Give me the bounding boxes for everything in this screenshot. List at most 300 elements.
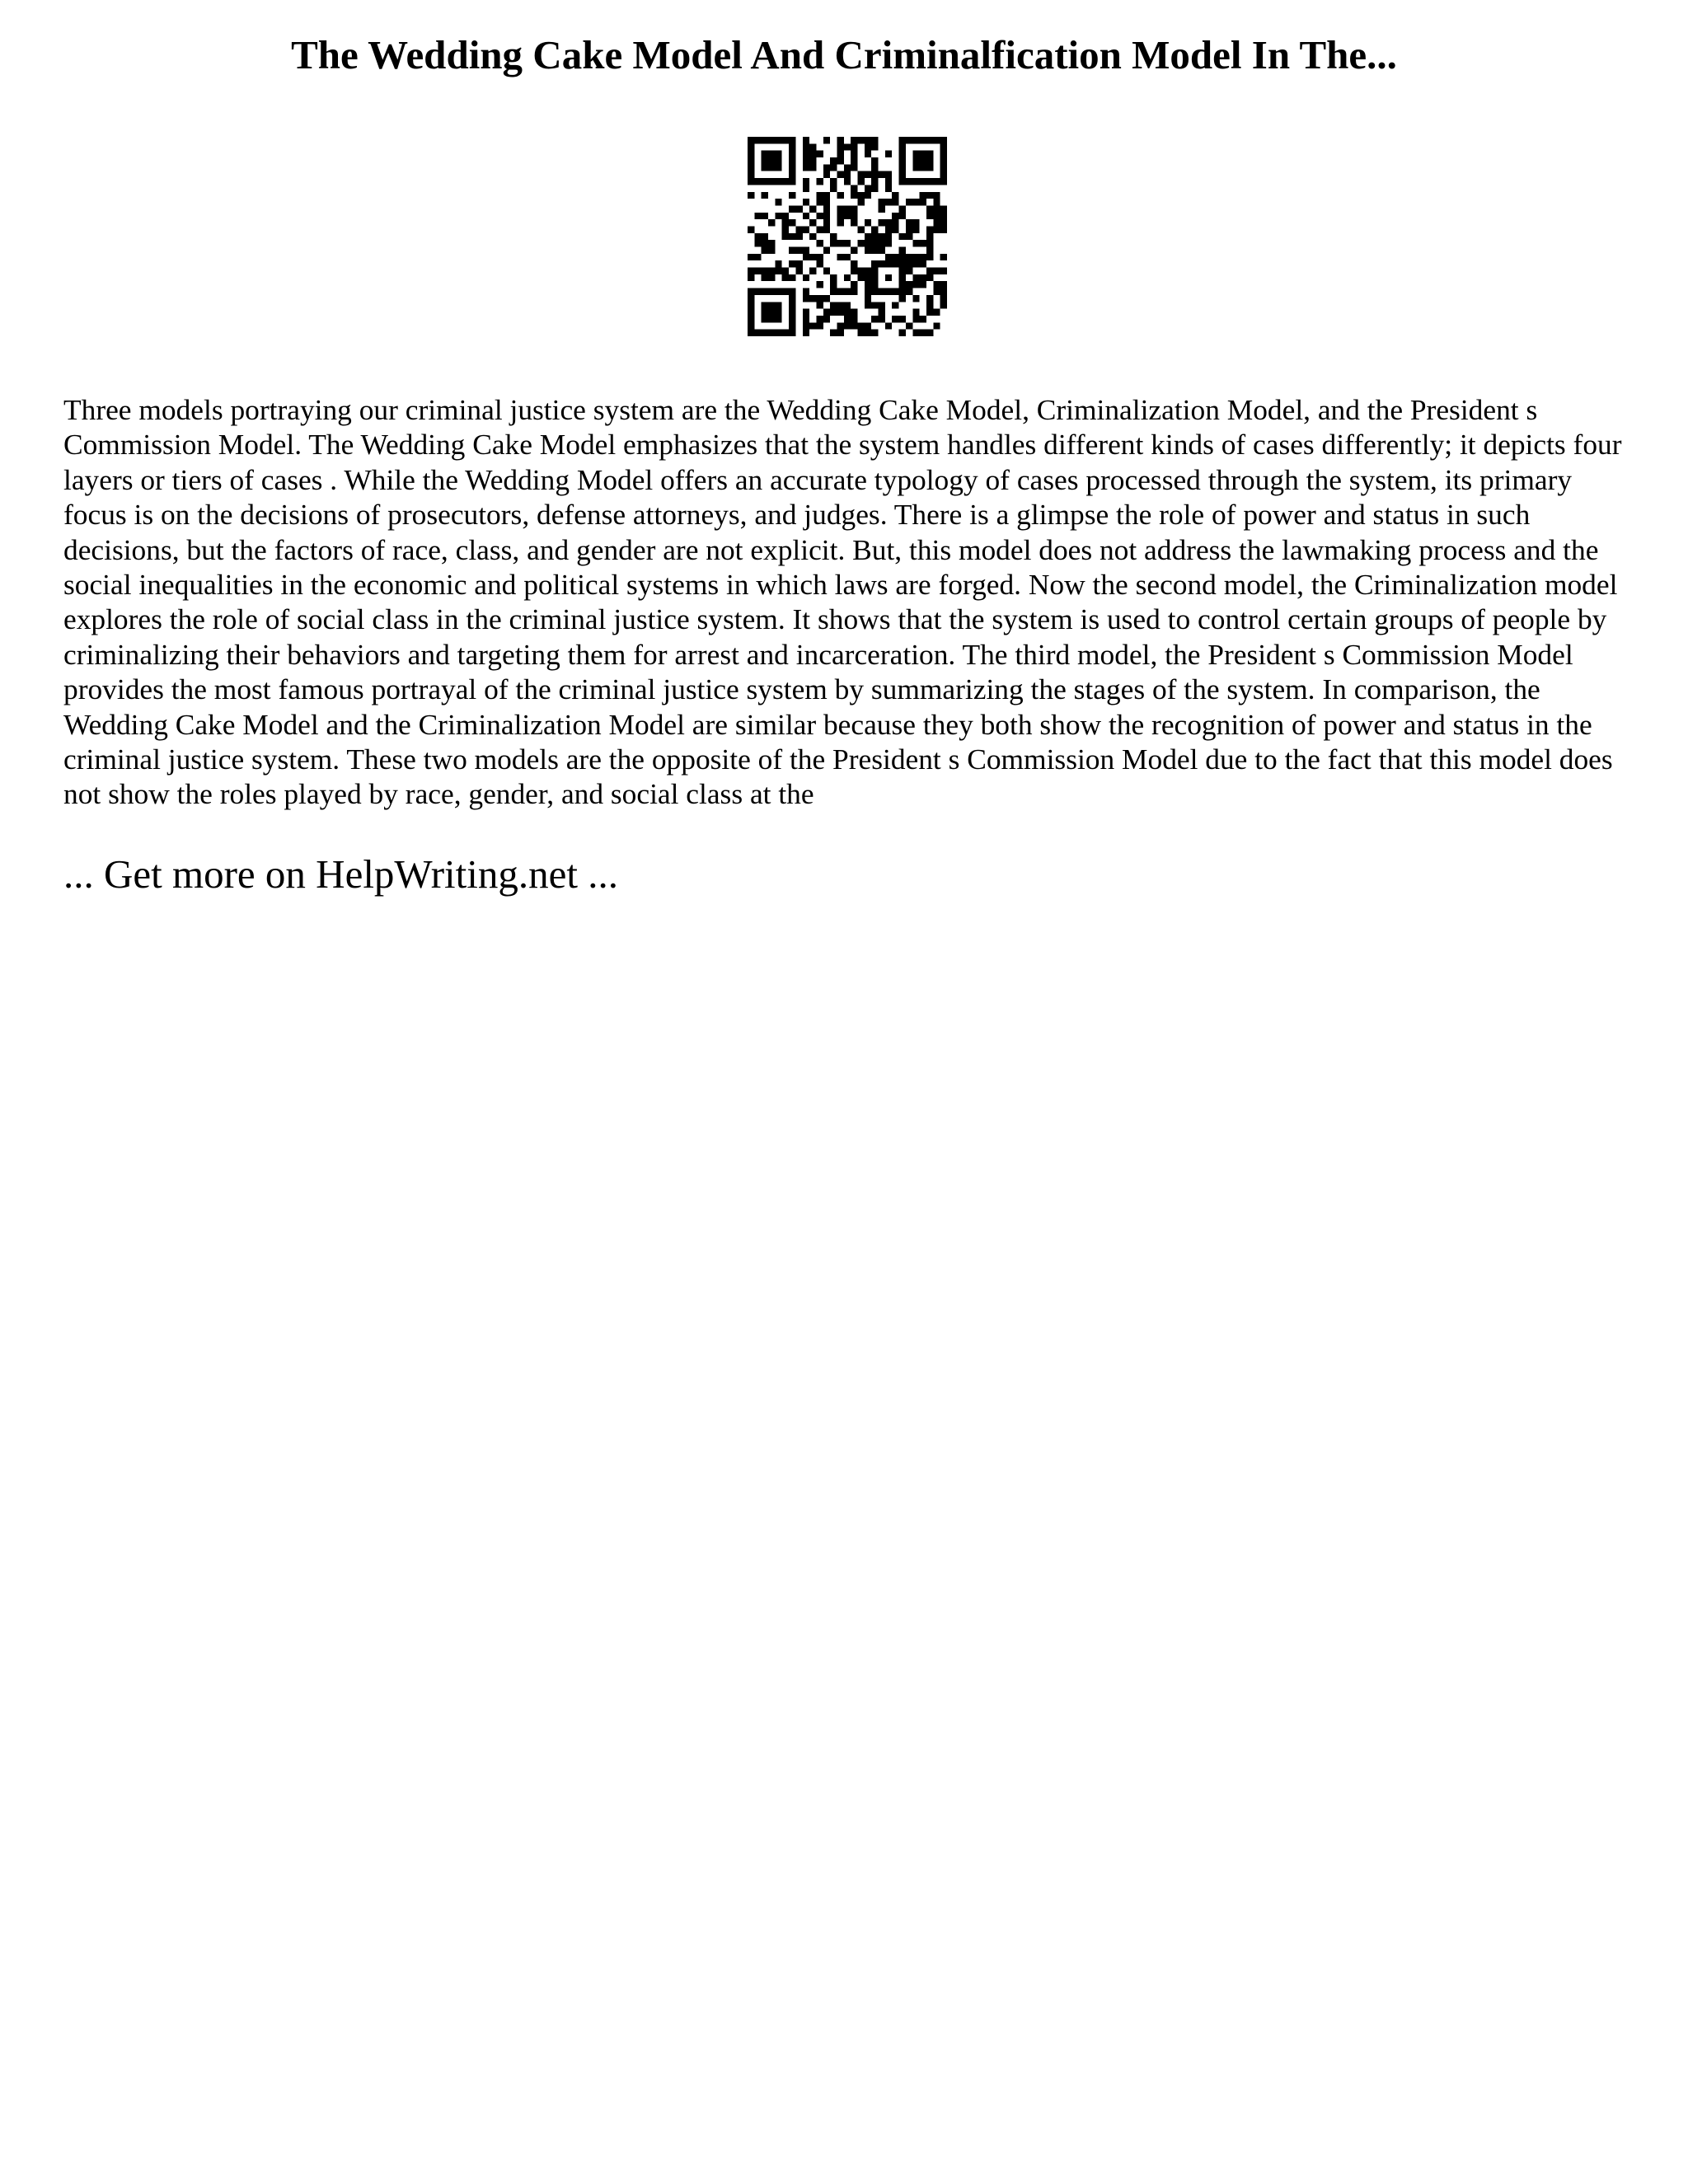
qr-module	[754, 178, 761, 185]
qr-module	[816, 260, 823, 267]
qr-module	[912, 164, 919, 171]
qr-module	[844, 178, 851, 185]
qr-module	[762, 330, 768, 336]
qr-module	[906, 281, 912, 288]
qr-module	[899, 205, 906, 212]
qr-module	[837, 157, 843, 164]
qr-module	[748, 226, 754, 232]
qr-module	[865, 288, 871, 295]
qr-module	[789, 322, 795, 329]
qr-module	[809, 151, 816, 157]
qr-module	[912, 199, 919, 205]
qr-module	[830, 309, 837, 316]
qr-module	[885, 151, 892, 157]
qr-module	[754, 233, 761, 240]
qr-module	[885, 274, 892, 281]
qr-module	[871, 164, 878, 171]
qr-module	[762, 288, 768, 295]
qr-module	[823, 247, 830, 254]
qr-module	[871, 233, 878, 240]
qr-module	[816, 151, 823, 157]
qr-module	[803, 322, 809, 329]
qr-module	[768, 316, 775, 322]
qr-module	[926, 274, 933, 281]
qr-module	[920, 192, 926, 199]
qr-module	[830, 240, 837, 246]
qr-module	[858, 137, 865, 143]
qr-module	[851, 164, 857, 171]
qr-module	[803, 288, 809, 295]
qr-module	[809, 268, 816, 274]
qr-module	[871, 268, 878, 274]
qr-module	[920, 157, 926, 164]
qr-module	[926, 192, 933, 199]
qr-module	[926, 302, 933, 308]
qr-module	[879, 240, 885, 246]
qr-module	[912, 157, 919, 164]
qr-module	[823, 205, 830, 212]
qr-module	[782, 219, 789, 226]
qr-module	[906, 260, 912, 267]
qr-module	[940, 143, 947, 150]
qr-module	[940, 268, 947, 274]
qr-module	[809, 164, 816, 171]
qr-module	[823, 164, 830, 171]
qr-module	[823, 199, 830, 205]
qr-module	[879, 309, 885, 316]
get-more-link[interactable]: ... Get more on HelpWriting.net ...	[63, 851, 618, 897]
qr-module	[858, 240, 865, 246]
qr-module	[851, 205, 857, 212]
qr-module	[789, 247, 795, 254]
qr-module	[837, 151, 843, 157]
qr-module	[871, 330, 878, 336]
qr-module	[748, 254, 754, 260]
qr-module	[803, 254, 809, 260]
qr-module	[762, 192, 768, 199]
qr-module	[851, 322, 857, 329]
qr-module	[823, 171, 830, 178]
qr-module	[762, 268, 768, 274]
qr-module	[879, 233, 885, 240]
qr-module	[879, 302, 885, 308]
qr-module	[892, 226, 898, 232]
qr-module	[865, 322, 871, 329]
qr-module	[816, 226, 823, 232]
qr-module	[933, 219, 940, 226]
qr-module	[844, 254, 851, 260]
qr-module	[844, 171, 851, 178]
qr-module	[933, 192, 940, 199]
qr-module	[940, 178, 947, 185]
qr-module	[899, 260, 906, 267]
qr-module	[789, 309, 795, 316]
qr-module	[844, 240, 851, 246]
qr-module	[906, 219, 912, 226]
qr-module	[837, 219, 843, 226]
qr-module	[940, 205, 947, 212]
qr-module	[865, 143, 871, 150]
qr-module	[803, 151, 809, 157]
qr-module	[830, 274, 837, 281]
qr-module	[789, 192, 795, 199]
page-title: The Wedding Cake Model And Criminalfication Model In The...	[291, 32, 1397, 77]
qr-module	[920, 316, 926, 322]
qr-module	[775, 330, 781, 336]
qr-module	[920, 260, 926, 267]
qr-module	[885, 185, 892, 191]
qr-module	[920, 137, 926, 143]
qr-module	[809, 322, 816, 329]
qr-module	[899, 137, 906, 143]
qr-module	[816, 199, 823, 205]
qr-module	[803, 185, 809, 191]
qr-module	[871, 226, 878, 232]
qr-module	[809, 254, 816, 260]
qr-module	[775, 309, 781, 316]
qr-module	[912, 178, 919, 185]
qr-module	[837, 205, 843, 212]
qr-module	[816, 322, 823, 329]
qr-module	[899, 281, 906, 288]
qr-module	[885, 233, 892, 240]
qr-module	[803, 137, 809, 143]
qr-module	[851, 281, 857, 288]
qr-module	[789, 151, 795, 157]
qr-module	[926, 213, 933, 219]
qr-module	[768, 219, 775, 226]
qr-module	[816, 240, 823, 246]
qr-module	[823, 268, 830, 274]
qr-module	[892, 192, 898, 199]
qr-module	[906, 226, 912, 232]
qr-module	[933, 309, 940, 316]
qr-module	[844, 213, 851, 219]
qr-module	[775, 260, 781, 267]
qr-module	[885, 199, 892, 205]
qr-module	[851, 219, 857, 226]
qr-module	[782, 288, 789, 295]
qr-module	[795, 268, 802, 274]
qr-module	[871, 143, 878, 150]
qr-code-graphic	[748, 137, 947, 336]
qr-module	[789, 157, 795, 164]
qr-module	[748, 330, 754, 336]
qr-module	[906, 322, 912, 329]
qr-module	[837, 330, 843, 336]
qr-module	[830, 164, 837, 171]
qr-module	[920, 330, 926, 336]
qr-module	[899, 316, 906, 322]
qr-module	[748, 268, 754, 274]
qr-module	[912, 240, 919, 246]
qr-module	[892, 219, 898, 226]
qr-module	[837, 143, 843, 150]
qr-module	[933, 268, 940, 274]
qr-module	[871, 274, 878, 281]
qr-module	[858, 192, 865, 199]
qr-module	[892, 260, 898, 267]
qr-module	[885, 171, 892, 178]
qr-module	[879, 205, 885, 212]
qr-module	[865, 233, 871, 240]
qr-module	[768, 302, 775, 308]
qr-module	[865, 240, 871, 246]
qr-module	[762, 309, 768, 316]
qr-module	[768, 178, 775, 185]
qr-module	[789, 288, 795, 295]
qr-module	[795, 247, 802, 254]
qr-module	[768, 330, 775, 336]
qr-module	[912, 260, 919, 267]
qr-module	[906, 254, 912, 260]
qr-module	[762, 233, 768, 240]
qr-module	[782, 226, 789, 232]
qr-module	[865, 151, 871, 157]
qr-module	[803, 157, 809, 164]
qr-module	[768, 164, 775, 171]
qr-module	[920, 240, 926, 246]
qr-module	[795, 226, 802, 232]
qr-module	[926, 157, 933, 164]
qr-module	[830, 185, 837, 191]
qr-module	[912, 330, 919, 336]
qr-module	[795, 233, 802, 240]
qr-module	[803, 178, 809, 185]
qr-module	[837, 213, 843, 219]
qr-module	[851, 288, 857, 295]
qr-module	[762, 240, 768, 246]
qr-module	[892, 288, 898, 295]
qr-module	[885, 240, 892, 246]
qr-module	[775, 157, 781, 164]
qr-module	[844, 288, 851, 295]
qr-module	[789, 316, 795, 322]
qr-module	[830, 178, 837, 185]
qr-module	[940, 295, 947, 302]
qr-module	[926, 247, 933, 254]
qr-module	[823, 226, 830, 232]
qr-module	[803, 309, 809, 316]
qr-module	[912, 274, 919, 281]
qr-module	[871, 281, 878, 288]
qr-module	[837, 288, 843, 295]
qr-module	[782, 330, 789, 336]
qr-module	[912, 137, 919, 143]
qr-module	[933, 288, 940, 295]
qr-module	[892, 254, 898, 260]
qr-module	[858, 322, 865, 329]
qr-module	[940, 254, 947, 260]
qr-module	[775, 302, 781, 308]
qr-module	[809, 205, 816, 212]
qr-module	[865, 247, 871, 254]
qr-module	[912, 295, 919, 302]
qr-module	[754, 268, 761, 274]
qr-module	[920, 164, 926, 171]
qr-module	[803, 213, 809, 219]
qr-module	[762, 137, 768, 143]
qr-module	[879, 199, 885, 205]
qr-module	[830, 302, 837, 308]
qr-module	[789, 205, 795, 212]
qr-module	[851, 151, 857, 157]
qr-module	[795, 260, 802, 267]
qr-module	[768, 137, 775, 143]
qr-module	[830, 288, 837, 295]
qr-module	[789, 178, 795, 185]
qr-module	[885, 226, 892, 232]
qr-module	[803, 164, 809, 171]
qr-module	[768, 309, 775, 316]
qr-module	[754, 330, 761, 336]
qr-module	[789, 302, 795, 308]
qr-module	[768, 247, 775, 254]
qr-module	[803, 274, 809, 281]
qr-module	[782, 137, 789, 143]
qr-module	[940, 171, 947, 178]
qr-module	[899, 178, 906, 185]
qr-module	[926, 205, 933, 212]
qr-module	[871, 302, 878, 308]
qr-module	[885, 288, 892, 295]
qr-module	[830, 157, 837, 164]
qr-module	[830, 330, 837, 336]
qr-module	[899, 164, 906, 171]
qr-module	[858, 178, 865, 185]
qr-module	[803, 316, 809, 322]
qr-module	[940, 288, 947, 295]
qr-module	[762, 213, 768, 219]
qr-module	[837, 254, 843, 260]
qr-module	[906, 268, 912, 274]
qr-module	[775, 316, 781, 322]
qr-code-icon[interactable]	[748, 137, 947, 336]
qr-module	[844, 316, 851, 322]
qr-module	[920, 274, 926, 281]
qr-module	[933, 137, 940, 143]
qr-module	[809, 157, 816, 164]
qr-module	[830, 281, 837, 288]
qr-module	[912, 254, 919, 260]
qr-module	[748, 137, 754, 143]
qr-module	[906, 288, 912, 295]
qr-module	[823, 316, 830, 322]
qr-module	[748, 143, 754, 150]
qr-module	[837, 240, 843, 246]
qr-module	[892, 199, 898, 205]
qr-module	[816, 316, 823, 322]
qr-module	[940, 213, 947, 219]
qr-module	[851, 192, 857, 199]
qr-module	[851, 213, 857, 219]
qr-module	[795, 205, 802, 212]
qr-module	[940, 164, 947, 171]
qr-module	[789, 295, 795, 302]
qr-module	[803, 247, 809, 254]
qr-module	[789, 171, 795, 178]
qr-module	[754, 213, 761, 219]
qr-module	[837, 322, 843, 329]
qr-module	[762, 151, 768, 157]
qr-module	[851, 309, 857, 316]
qr-module	[782, 213, 789, 219]
qr-module	[899, 274, 906, 281]
qr-module	[851, 185, 857, 191]
qr-module	[879, 288, 885, 295]
qr-module	[754, 254, 761, 260]
qr-module	[762, 178, 768, 185]
qr-module	[858, 274, 865, 281]
qr-module	[899, 143, 906, 150]
qr-module	[871, 247, 878, 254]
qr-module	[865, 185, 871, 191]
qr-module	[768, 288, 775, 295]
qr-module	[933, 199, 940, 205]
qr-module	[926, 254, 933, 260]
qr-module	[782, 178, 789, 185]
qr-module	[899, 151, 906, 157]
qr-module	[926, 233, 933, 240]
qr-module	[768, 240, 775, 246]
qr-module	[871, 157, 878, 164]
qr-module	[899, 247, 906, 254]
qr-module	[871, 288, 878, 295]
qr-module	[816, 178, 823, 185]
qr-module	[940, 151, 947, 157]
qr-module	[926, 151, 933, 157]
qr-module	[920, 151, 926, 157]
qr-module	[912, 309, 919, 316]
qr-module	[858, 199, 865, 205]
qr-module	[803, 199, 809, 205]
qr-module	[879, 316, 885, 322]
qr-module	[940, 137, 947, 143]
qr-module	[754, 137, 761, 143]
qr-module	[837, 171, 843, 178]
qr-module	[844, 164, 851, 171]
qr-module	[768, 274, 775, 281]
qr-module	[920, 254, 926, 260]
qr-module	[789, 219, 795, 226]
qr-module	[844, 322, 851, 329]
qr-module	[912, 281, 919, 288]
qr-module	[748, 171, 754, 178]
qr-module	[926, 309, 933, 316]
qr-module	[851, 137, 857, 143]
qr-module	[899, 268, 906, 274]
qr-module	[748, 322, 754, 329]
qr-module	[858, 226, 865, 232]
qr-module	[775, 178, 781, 185]
qr-module	[823, 137, 830, 143]
qr-module	[775, 288, 781, 295]
qr-module	[858, 268, 865, 274]
qr-module	[809, 233, 816, 240]
qr-module	[885, 178, 892, 185]
qr-module	[748, 274, 754, 281]
qr-module	[940, 219, 947, 226]
qr-module	[748, 295, 754, 302]
qr-module	[809, 295, 816, 302]
qr-module	[906, 199, 912, 205]
qr-module	[816, 295, 823, 302]
qr-module	[865, 219, 871, 226]
qr-module	[933, 205, 940, 212]
qr-module	[754, 288, 761, 295]
qr-module	[892, 213, 898, 219]
qr-module	[816, 213, 823, 219]
